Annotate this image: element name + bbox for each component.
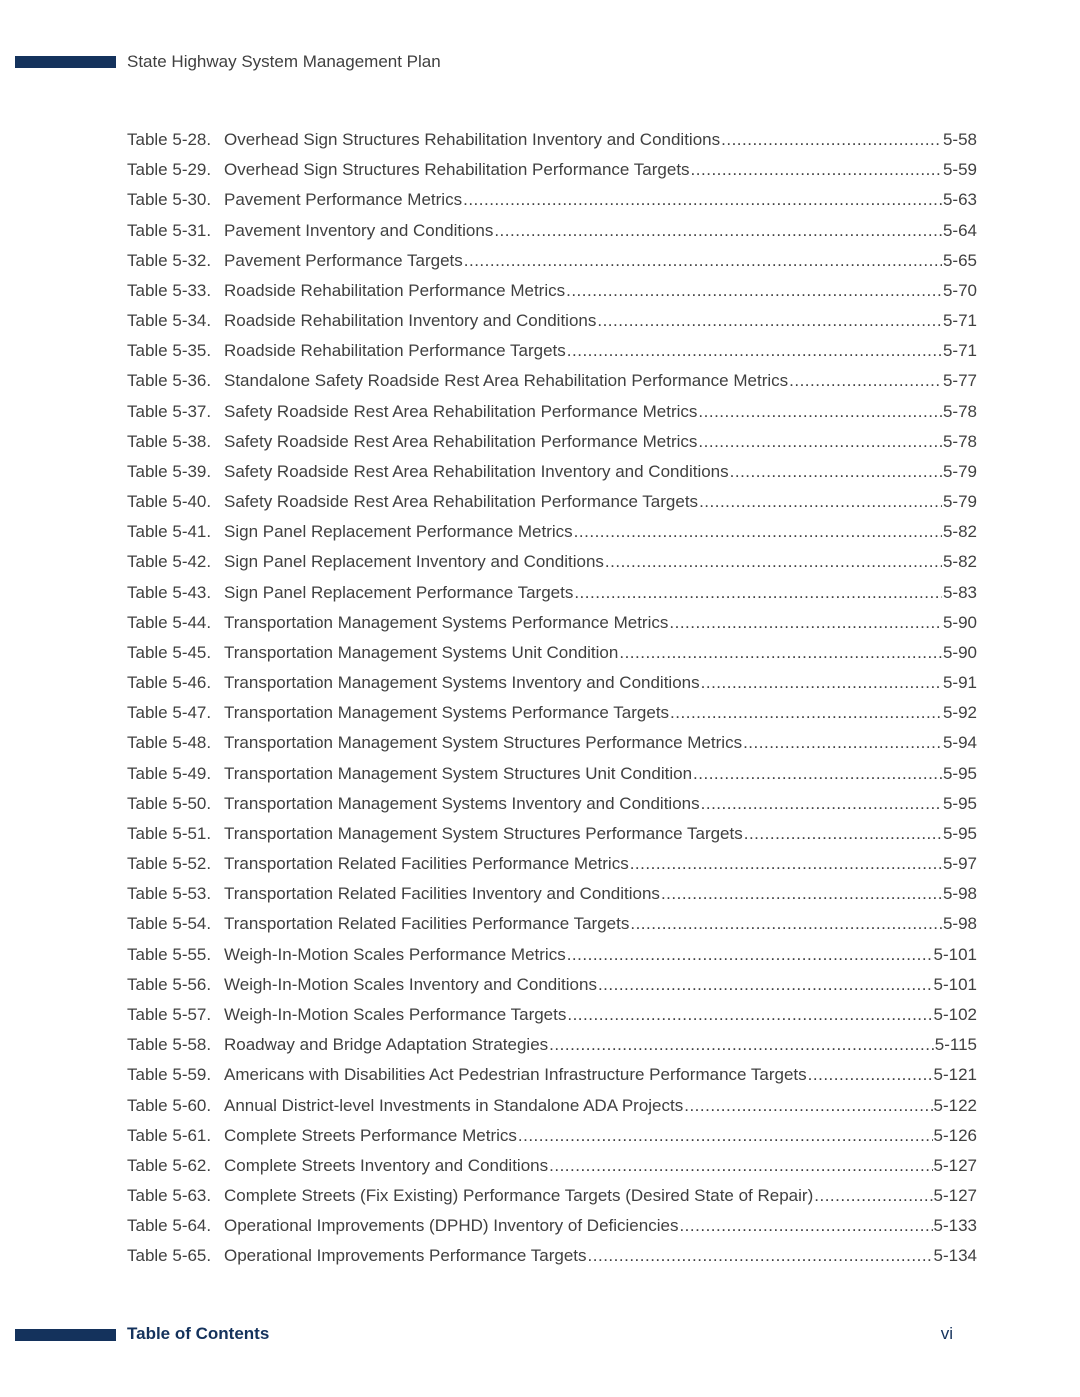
toc-entry-page: 5-59 [942,160,977,180]
dot-leader [630,909,942,939]
dot-leader [463,185,942,215]
toc-entry-number: Table 5-64. [127,1216,212,1236]
toc-entry-number: Table 5-40. [127,492,212,512]
dot-leader [669,608,942,638]
toc-entry-number: Table 5-30. [127,190,212,210]
toc-entry-number: Table 5-48. [127,733,212,753]
dot-leader [518,1121,933,1151]
dot-leader [699,487,942,517]
toc-entry-title: Sign Panel Replacement Performance Targets [224,582,574,602]
dot-leader [701,668,942,698]
dot-leader [549,1151,932,1181]
toc-entry[interactable] [127,759,977,789]
toc-entry-page: 5-98 [942,914,977,934]
dot-leader [661,879,942,909]
toc-entry[interactable] [127,547,977,577]
toc-entry-number: Table 5-38. [127,431,212,451]
toc-entry-page: 5-98 [942,884,977,904]
toc-entry-title: Transportation Management System Structures Performance Metrics [224,733,743,753]
toc-entry[interactable] [127,185,977,215]
toc-entry-number: Table 5-63. [127,1186,212,1206]
toc-entry[interactable] [127,216,977,246]
toc-entry-page: 5-79 [942,461,977,481]
toc-entry-page: 5-63 [942,190,977,210]
toc-entry-number: Table 5-34. [127,311,212,331]
toc-entry[interactable] [127,819,977,849]
toc-entry-page: 5-71 [942,311,977,331]
toc-entry-page: 5-90 [942,612,977,632]
toc-entry-title: Transportation Management Systems Performance Metrics [224,612,669,632]
toc-entry-page: 5-78 [942,401,977,421]
toc-entry[interactable] [127,246,977,276]
toc-entry-page: 5-92 [942,703,977,723]
toc-entry[interactable] [127,879,977,909]
dot-leader [566,276,942,306]
dot-leader [567,940,933,970]
dot-leader [494,216,942,246]
toc-entry[interactable] [127,668,977,698]
toc-entry-title: Pavement Performance Metrics [224,190,463,210]
toc-entry-page: 5-101 [933,944,977,964]
dot-leader [464,246,942,276]
toc-entry-title: Pavement Performance Targets [224,250,463,270]
dot-leader [630,849,942,879]
toc-entry-number: Table 5-50. [127,793,212,813]
toc-entry-number: Table 5-62. [127,1155,212,1175]
toc-entry-page: 5-102 [933,1004,977,1024]
toc-entry-number: Table 5-53. [127,884,212,904]
toc-entry-number: Table 5-33. [127,280,212,300]
toc-entry-title: Pavement Inventory and Conditions [224,220,494,240]
toc-entry[interactable] [127,366,977,396]
dot-leader [701,789,942,819]
dot-leader [670,698,942,728]
toc-entry[interactable] [127,427,977,457]
toc-entry-title: Transportation Management System Structures Unit Condition [224,763,693,783]
toc-entry[interactable] [127,940,977,970]
toc-entry-title: Roadway and Bridge Adaptation Strategies [224,1035,549,1055]
toc-entry-number: Table 5-57. [127,1004,212,1024]
toc-entry[interactable] [127,789,977,819]
toc-entry-number: Table 5-49. [127,763,212,783]
dot-leader [691,155,942,185]
toc-entry[interactable] [127,155,977,185]
toc-entry-number: Table 5-44. [127,612,212,632]
toc-entry-page: 5-70 [942,280,977,300]
toc-entry-page: 5-71 [942,341,977,361]
toc-entry[interactable] [127,638,977,668]
toc-entry-page: 5-82 [942,522,977,542]
toc-entry-title: Safety Roadside Rest Area Rehabilitation Performance Metrics [224,431,698,451]
toc-entry-title: Transportation Management System Structures Performance Targets [224,823,743,843]
toc-entry-title: Operational Improvements (DPHD) Inventory of Deficiencies [224,1216,679,1236]
toc-entry-number: Table 5-51. [127,823,212,843]
toc-entry-page: 5-95 [942,823,977,843]
toc-entry[interactable] [127,1091,977,1121]
dot-leader [698,427,942,457]
dot-leader [567,1000,932,1030]
toc-entry-number: Table 5-36. [127,371,212,391]
toc-entry-number: Table 5-60. [127,1095,212,1115]
toc-entry-page: 5-127 [933,1155,977,1175]
toc-entry-page: 5-83 [942,582,977,602]
toc-entry-title: Roadside Rehabilitation Performance Metrics [224,280,566,300]
toc-entry[interactable] [127,517,977,547]
footer-section-title: Table of Contents [127,1324,270,1343]
toc-entry-page: 5-65 [942,250,977,270]
toc-entry-page: 5-133 [933,1216,977,1236]
toc-entry-page: 5-58 [942,130,977,149]
toc-entry-number: Table 5-35. [127,341,212,361]
toc-entry-title: Transportation Management Systems Inventory and Conditions [224,673,700,693]
toc-entry[interactable] [127,1241,977,1271]
toc-entry-title: Americans with Disabilities Act Pedestrian Infrastructure Performance Targets [224,1065,807,1085]
toc-entry[interactable] [127,608,977,638]
toc-entry-title: Sign Panel Replacement Inventory and Conditions [224,552,604,572]
toc-entry-title: Safety Roadside Rest Area Rehabilitation Inventory and Conditions [224,461,729,481]
toc-entry-number: Table 5-54. [127,914,212,934]
dot-leader [744,819,942,849]
toc-entry-title: Transportation Management Systems Performance Targets [224,703,670,723]
dot-leader [721,125,942,155]
toc-entry[interactable] [127,487,977,517]
toc-entry-title: Standalone Safety Roadside Rest Area Rehabilitation Performance Metrics [224,371,789,391]
toc-entry-page: 5-77 [942,371,977,391]
dot-leader [730,457,942,487]
toc-entry-title: Overhead Sign Structures Rehabilitation Performance Targets [224,160,690,180]
toc-entry[interactable] [127,125,977,155]
toc-entry-page: 5-78 [942,431,977,451]
toc-entry-page: 5-82 [942,552,977,572]
toc-entry-number: Table 5-59. [127,1065,212,1085]
toc-entry-page: 5-90 [942,642,977,662]
document-title: State Highway System Management Plan [127,52,441,71]
toc-entry-page: 5-64 [942,220,977,240]
toc-entry-page: 5-95 [942,763,977,783]
dot-leader [808,1060,933,1090]
toc-entry-title: Roadside Rehabilitation Performance Targets [224,341,566,361]
toc-entry-page: 5-122 [933,1095,977,1115]
toc-entry-title: Sign Panel Replacement Performance Metrics [224,522,573,542]
toc-entry-number: Table 5-56. [127,974,212,994]
toc-entry[interactable] [127,1151,977,1181]
dot-leader [693,759,942,789]
toc-entry[interactable] [127,457,977,487]
toc-entry[interactable] [127,970,977,1000]
toc-entry-page: 5-91 [942,673,977,693]
toc-entry[interactable] [127,728,977,758]
toc-entry-number: Table 5-39. [127,461,212,481]
header-accent-bar [15,56,116,68]
dot-leader [567,336,942,366]
toc-entry[interactable] [127,578,977,608]
toc-entry-page: 5-95 [942,793,977,813]
toc-entry-page: 5-134 [933,1246,977,1266]
toc-entry[interactable] [127,336,977,366]
toc-entry[interactable] [127,1121,977,1151]
toc-entry-title: Transportation Related Facilities Inventory and Conditions [224,884,660,904]
toc-entry-number: Table 5-61. [127,1125,212,1145]
toc-entry-number: Table 5-37. [127,401,212,421]
dot-leader [743,728,942,758]
toc-entry-number: Table 5-52. [127,854,212,874]
toc-entry-number: Table 5-41. [127,522,212,542]
toc-entry-page: 5-115 [934,1035,977,1055]
toc-entry-title: Operational Improvements Performance Targets [224,1246,587,1266]
toc-entry-number: Table 5-28. [127,130,212,149]
toc-entry-title: Safety Roadside Rest Area Rehabilitation Performance Metrics [224,401,698,421]
toc-entry-title: Complete Streets Performance Metrics [224,1125,517,1145]
toc-entry-title: Safety Roadside Rest Area Rehabilitation Performance Targets [224,492,699,512]
toc-entry-page: 5-127 [933,1186,977,1206]
dot-leader [619,638,942,668]
toc-entry[interactable] [127,1060,977,1090]
toc-entry-title: Roadside Rehabilitation Inventory and Conditions [224,311,597,331]
toc-entry-number: Table 5-55. [127,944,212,964]
toc-entry[interactable] [127,397,977,427]
dot-leader [588,1241,933,1271]
dot-leader [574,578,942,608]
dot-leader [549,1030,934,1060]
toc-entry[interactable] [127,1181,977,1211]
dot-leader [679,1211,932,1241]
toc-entry-title: Weigh-In-Motion Scales Performance Metrics [224,944,566,964]
dot-leader [605,547,942,577]
toc-entry-number: Table 5-29. [127,160,212,180]
toc-entry-title: Transportation Related Facilities Performance Targets [224,914,630,934]
toc-entry[interactable] [127,276,977,306]
dot-leader [814,1181,932,1211]
toc-entry-title: Weigh-In-Motion Scales Performance Targets [224,1004,567,1024]
toc-entry-number: Table 5-46. [127,673,212,693]
toc-entry-title: Transportation Related Facilities Performance Metrics [224,854,629,874]
toc-entry-number: Table 5-65. [127,1246,212,1266]
toc-entry-number: Table 5-58. [127,1035,212,1055]
toc-entry-title: Complete Streets Inventory and Conditions [224,1155,549,1175]
dot-leader [698,397,942,427]
table-list [127,125,977,1272]
toc-entry-number: Table 5-31. [127,220,212,240]
toc-entry[interactable] [127,698,977,728]
toc-entry[interactable] [127,849,977,879]
footer-accent-bar [15,1329,116,1341]
toc-entry[interactable] [127,909,977,939]
toc-entry[interactable] [127,1000,977,1030]
toc-entry-page: 5-126 [933,1125,977,1145]
toc-entry-number: Table 5-47. [127,703,212,723]
toc-entry-title: Complete Streets (Fix Existing) Performance Targets (Desired State of Repair) [224,1186,814,1206]
toc-entry-page: 5-94 [942,733,977,753]
dot-leader [598,970,933,1000]
toc-entry-number: Table 5-42. [127,552,212,572]
toc-entry[interactable] [127,306,977,336]
toc-entry-title: Weigh-In-Motion Scales Inventory and Conditions [224,974,597,994]
toc-entry[interactable] [127,1030,977,1060]
toc-entry-title: Transportation Management Systems Unit Condition [224,642,619,662]
dot-leader [789,366,942,396]
toc-entry-page: 5-97 [942,854,977,874]
toc-entry-number: Table 5-45. [127,642,212,662]
toc-entry[interactable] [127,1211,977,1241]
page-number: vi [940,1324,953,1343]
dot-leader [597,306,942,336]
toc-entry-title: Transportation Management Systems Inventory and Conditions [224,793,700,813]
toc-entry-page: 5-101 [933,974,977,994]
dot-leader [684,1091,932,1121]
toc-entry-page: 5-121 [933,1065,977,1085]
toc-entry-number: Table 5-43. [127,582,212,602]
toc-entry-title: Annual District-level Investments in Standalone ADA Projects [224,1095,684,1115]
toc-entry-page: 5-79 [942,492,977,512]
toc-entry-title: Overhead Sign Structures Rehabilitation Inventory and Conditions [224,130,721,149]
toc-entry-number: Table 5-32. [127,250,212,270]
dot-leader [574,517,942,547]
